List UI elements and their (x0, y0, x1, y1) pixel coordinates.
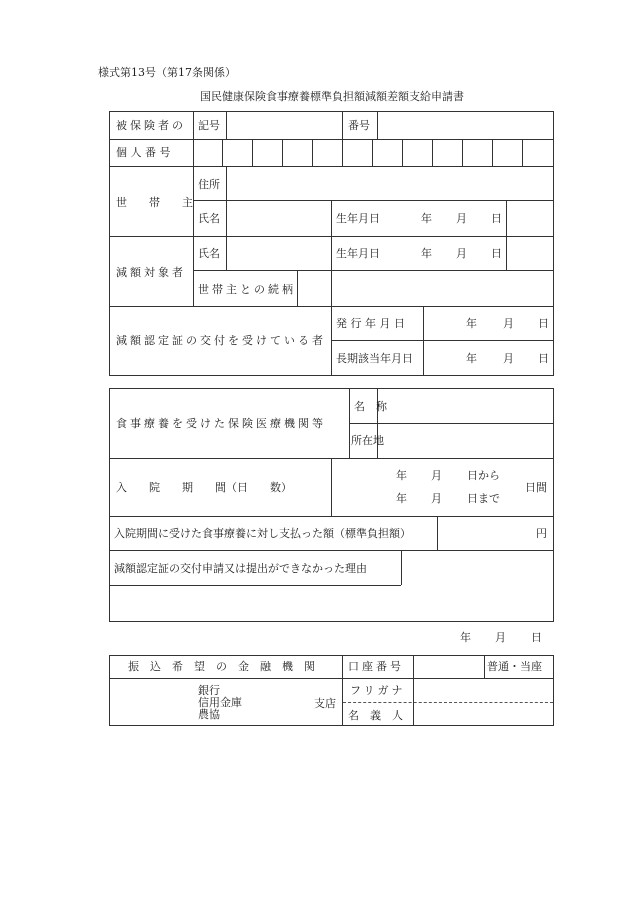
account-holder-field[interactable] (414, 703, 553, 725)
issue-day: 日 (538, 317, 549, 330)
target-birth-year: 年 (421, 247, 432, 260)
date-month: 月 (495, 631, 506, 644)
paid-amount-label: 入院期間に受けた食事療養に対し支払った額（標準負担額） (114, 527, 411, 540)
form-title: 国民健康保険食事療養標準負担額減額差額支給申請書 (200, 90, 464, 103)
householder-name-field[interactable] (227, 201, 330, 235)
insured-label: 被保険者の (116, 119, 186, 132)
personal-number-field[interactable] (194, 140, 552, 165)
address-label: 住所 (198, 178, 220, 191)
to-month: 月 (431, 492, 442, 505)
target-birth-day: 日 (491, 247, 502, 260)
householder-name-label: 氏名 (198, 212, 220, 225)
institution-name-field[interactable] (378, 389, 552, 422)
institution-address-field[interactable] (378, 424, 552, 457)
applicable-day: 日 (538, 352, 549, 365)
days-label: 日間 (525, 481, 547, 494)
account-type-label[interactable]: 普通・当座 (487, 660, 542, 673)
relation-label: 世帯主との続柄 (198, 283, 296, 296)
number-field[interactable] (378, 112, 552, 138)
target-name-field[interactable] (227, 237, 330, 269)
target-name-label: 氏名 (198, 247, 220, 260)
householder-birth-day: 日 (491, 212, 502, 225)
certificate-label: 減額認定証の交付を受けている者 (116, 334, 326, 347)
inst-type-noukyou: 農協 (198, 708, 220, 721)
from-day-text: 日から (467, 469, 500, 482)
from-month: 月 (431, 469, 442, 482)
furigana-field[interactable] (414, 679, 553, 701)
householder-birth-month: 月 (456, 212, 467, 225)
householder-label: 世 帯 主 (116, 196, 193, 209)
date-year: 年 (460, 631, 471, 644)
target-birth-month: 月 (456, 247, 467, 260)
applicable-date-label: 長期該当年月日 (336, 352, 413, 365)
from-year: 年 (396, 469, 407, 482)
furigana-label: フリガナ (350, 684, 406, 697)
applicable-year: 年 (466, 352, 477, 365)
account-holder-label: 名 義 人 (348, 709, 403, 722)
inst-type-shinkin: 信用金庫 (198, 696, 242, 709)
applicable-month: 月 (503, 352, 514, 365)
target-birthdate-label: 生年月日 (336, 247, 380, 260)
yen-label: 円 (536, 527, 547, 540)
householder-birth-year: 年 (421, 212, 432, 225)
to-day-text: 日まで (467, 492, 500, 505)
account-number-label: 口座番号 (348, 660, 404, 673)
relation-field[interactable] (298, 271, 330, 305)
symbol-label: 記号 (198, 119, 220, 132)
bank-name-field[interactable] (110, 679, 341, 725)
form-number: 様式第13号（第17条関係） (98, 66, 236, 79)
issue-year: 年 (466, 317, 477, 330)
institution-label: 食事療養を受けた保険医療機関等 (116, 417, 326, 430)
number-label: 番号 (348, 119, 370, 132)
reason-field[interactable] (110, 586, 553, 621)
institution-address-label: 所在地 (351, 434, 384, 447)
symbol-field[interactable] (227, 112, 341, 138)
bank-header-label: 振 込 希 望 の 金 融 機 関 (128, 660, 315, 673)
householder-address-field[interactable] (227, 167, 552, 199)
institution-name-label: 名 称 (354, 400, 387, 413)
inst-type-bank: 銀行 (198, 684, 220, 697)
reduction-target-label: 減額対象者 (116, 266, 186, 279)
date-day: 日 (531, 631, 542, 644)
account-number-field[interactable] (414, 656, 483, 677)
issue-month: 月 (503, 317, 514, 330)
reason-label: 減額認定証の交付申請又は提出ができなかった理由 (114, 562, 367, 575)
branch-label: 支店 (314, 697, 336, 710)
to-year: 年 (396, 492, 407, 505)
period-label: 入 院 期 間（日 数） (116, 481, 292, 494)
personal-number-label: 個 人 番 号 (116, 146, 171, 159)
householder-birthdate-label: 生年月日 (336, 212, 380, 225)
issue-date-label: 発 行 年 月 日 (336, 317, 405, 330)
paid-amount-field[interactable] (438, 517, 538, 549)
